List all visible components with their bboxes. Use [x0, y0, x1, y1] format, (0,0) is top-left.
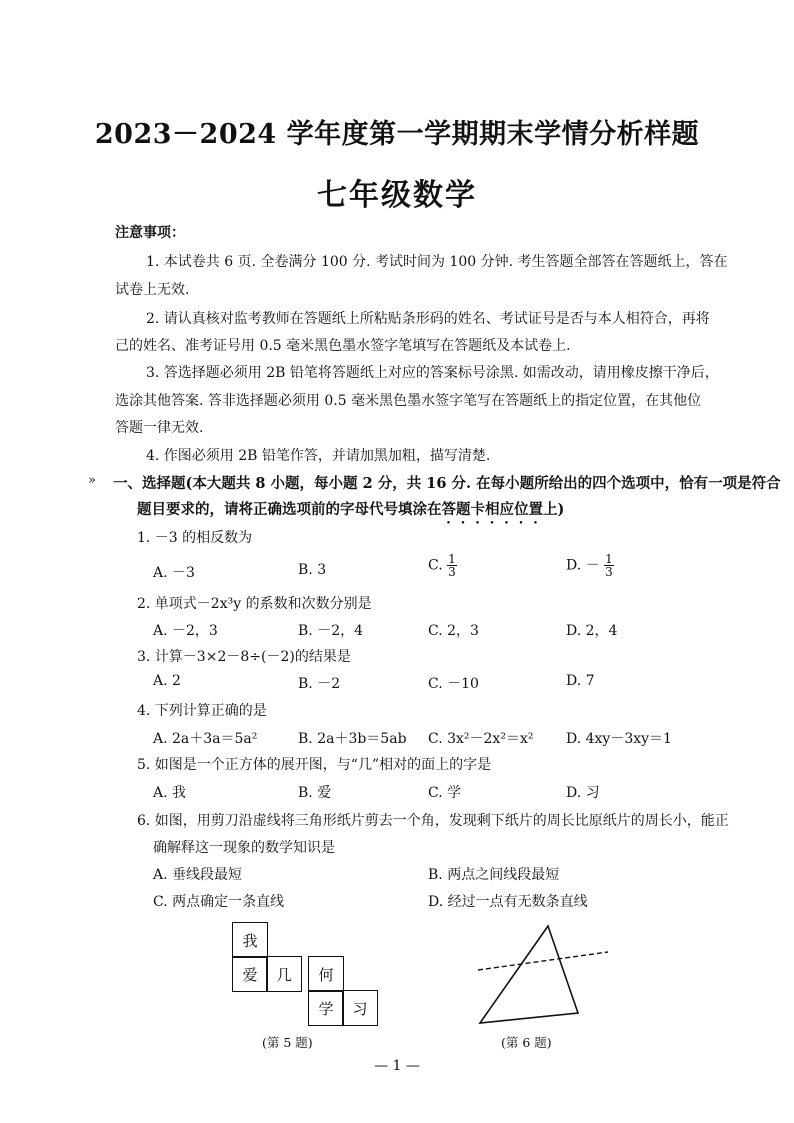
option-c-label: C. — [428, 557, 443, 574]
question-2-option-d: D. 2，4 — [566, 623, 618, 639]
question-2-stem: 2. 单项式－2x³y 的系数和次数分别是 — [137, 596, 372, 612]
question-5-option-b: B. 爱 — [298, 785, 332, 801]
question-3-stem: 3. 计算－3×2－8÷(－2)的结果是 — [137, 649, 351, 665]
question-4-stem: 4. 下列计算正确的是 — [137, 703, 267, 719]
fraction-numerator: 1 — [448, 552, 456, 566]
question-2-option-a: A. －2，3 — [153, 623, 218, 639]
fraction-one-third — [447, 553, 457, 578]
fraction-denominator: 3 — [605, 565, 613, 579]
question-6-stem: 6. 如图，用剪刀沿虚线将三角形纸片剪去一个角，发现剩下纸片的周长比原纸片的周长小，能正 — [137, 813, 729, 829]
notes-line: 己的姓名、准考证号用 0.5 毫米黑色墨水签字笔填写在答题纸及本试卷上. — [115, 338, 571, 354]
question-3-option-c: C. －10 — [428, 676, 479, 692]
notes-line: 2. 请认真核对监考教师在答题纸上所粘贴条形码的姓名、考试证号是否与本人相符合，再将 — [146, 311, 710, 327]
notes-line: 3. 答选择题必须用 2B 铅笔将答题纸上对应的答案标号涂黑. 如需改动，请用橡皮擦干净后， — [146, 365, 719, 381]
figure-6-caption: (第 6 题) — [501, 1035, 552, 1050]
question-6-stem-cont: 确解释这一现象的数学知识是 — [153, 840, 335, 856]
question-2-option-c: C. 2，3 — [428, 623, 479, 639]
dashed-cut-line — [478, 952, 608, 970]
question-3-option-b: B. －2 — [298, 676, 341, 692]
section-heading-line2 — [137, 498, 564, 527]
notes-line: 1. 本试卷共 6 页. 全卷满分 100 分. 考试时间为 100 分钟. 考生答题全部答在答题纸上，答在 — [146, 254, 728, 270]
question-6-option-b: B. 两点之间线段最短 — [428, 867, 560, 883]
notes-line: 4. 作图必须用 2B 铅笔作答，并请加黑加粗，描写清楚. — [146, 448, 491, 464]
section-heading-line1: 一、选择题(本大题共 8 小题，每小题 2 分，共 16 分. 在每小题所给出的四个选项中，恰有一项是符合 — [113, 475, 781, 492]
question-6-option-a: A. 垂线段最短 — [153, 867, 243, 883]
question-1-option-d — [566, 553, 614, 578]
question-5-option-c: C. 学 — [428, 785, 462, 801]
question-3-option-a: A. 2 — [153, 673, 181, 689]
net-cell: 我 — [232, 922, 268, 958]
notes-heading: 注意事项： — [115, 225, 185, 241]
question-1-option-c — [428, 553, 457, 578]
fraction-denominator: 3 — [448, 565, 456, 579]
notes-line: 答题一律无效. — [115, 420, 204, 436]
exam-subtitle: 七年级数学 — [317, 178, 477, 213]
question-4-option-b: B. 2a＋3b＝5ab — [298, 731, 407, 747]
triangle-figure — [470, 920, 620, 1030]
fraction-one-third — [604, 553, 614, 578]
question-1-option-a: A. －3 — [153, 565, 195, 581]
exam-title: 2023－2024 学年度第一学期期末学情分析样题 — [94, 119, 700, 150]
option-d-label: D. － — [566, 557, 600, 574]
question-5-option-d: D. 习 — [566, 785, 600, 801]
question-6-option-c: C. 两点确定一条直线 — [153, 894, 285, 910]
question-5-stem: 5. 如图是一个正方体的展开图，与“几”相对的面上的字是 — [137, 757, 492, 773]
question-1-stem: 1. －3 的相反数为 — [137, 530, 253, 546]
notes-line: 试卷上无效. — [115, 282, 190, 298]
net-cell: 习 — [342, 990, 378, 1026]
question-4-option-c: C. 3x²－2x²＝x² — [428, 731, 534, 747]
net-cell: 何 — [308, 956, 344, 992]
net-cell: 学 — [308, 990, 344, 1026]
notes-line: 选涂其他答案. 答非选择题必须用 0.5 毫米黑色墨水签字笔写在答题纸上的指定位置，在其他位 — [115, 393, 702, 409]
question-1-option-b: B. 3 — [298, 562, 327, 578]
page-number: — 1 — — [374, 1058, 420, 1074]
question-4-option-d: D. 4xy－3xy＝1 — [566, 731, 672, 747]
net-cell: 几 — [266, 956, 302, 992]
fraction-numerator: 1 — [605, 552, 613, 566]
section-heading-emphasis: 答题卡相应位置 — [441, 501, 543, 518]
cube-net-figure — [232, 922, 382, 1032]
net-cell: 爱 — [232, 956, 268, 992]
question-3-option-d: D. 7 — [566, 673, 595, 689]
question-2-option-b: B. －2，4 — [298, 623, 364, 639]
figure-5-caption: (第 5 题) — [262, 1035, 313, 1050]
question-4-option-a: A. 2a＋3a＝5a² — [153, 731, 258, 747]
question-5-option-a: A. 我 — [153, 785, 187, 801]
section-heading-post: 上) — [543, 501, 565, 518]
section-heading-pre: 题目要求的，请将正确选项前的字母代号填涂在 — [137, 501, 442, 518]
triangle-shape — [480, 926, 578, 1023]
section-marker: » — [88, 473, 96, 488]
question-6-option-d: D. 经过一点有无数条直线 — [428, 894, 588, 910]
